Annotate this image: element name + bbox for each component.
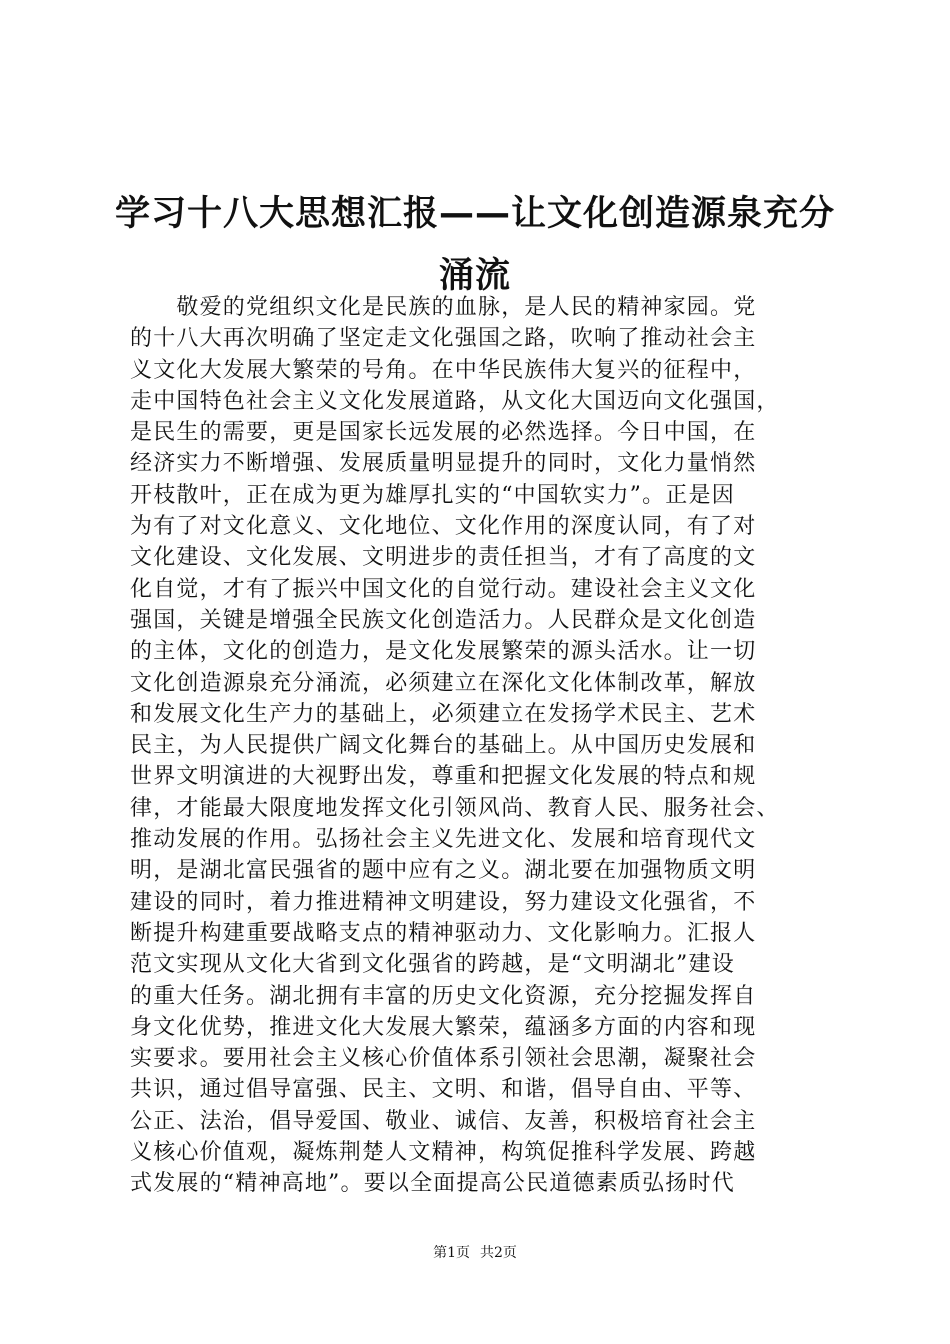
body-line: 是民生的需要，更是国家长远发展的必然选择。今日中国，在 (130, 420, 757, 446)
body-line: 共识，通过倡导富强、民主、文明、和谐，倡导自由、平等、 (130, 1077, 757, 1103)
body-line: 强国，关键是增强全民族文化创造活力。人民群众是文化创造 (130, 607, 757, 633)
body-line: 经济实力不断增强、发展质量明显提升的同时，文化力量悄然 (130, 451, 757, 477)
body-line: 律，才能最大限度地发挥文化引领风尚、教育人民、服务社会、 (130, 795, 780, 821)
body-line: 为有了对文化意义、文化地位、文化作用的深度认同，有了对 (130, 514, 757, 540)
body-line: 式发展的“精神高地”。要以全面提高公民道德素质弘扬时代 (130, 1171, 735, 1197)
body-line: 实要求。要用社会主义核心价值体系引领社会思潮，凝聚社会 (130, 1046, 757, 1072)
body-line: 民主，为人民提供广阔文化舞台的基础上。从中国历史发展和 (130, 733, 757, 759)
body-line: 和发展文化生产力的基础上，必须建立在发扬学术民主、艺术 (130, 701, 757, 727)
body-line: 建设的同时，着力推进精神文明建设，努力建设文化强省，不 (130, 889, 757, 915)
body-paragraph (130, 292, 835, 1200)
body-line: 文化建设、文化发展、文明进步的责任担当，才有了高度的文 (130, 545, 757, 571)
body-line: 身文化优势，推进文化大发展大繁荣，蕴涵多方面的内容和现 (130, 1014, 757, 1040)
body-line: 的主体，文化的创造力，是文化发展繁荣的源头活水。让一切 (130, 639, 757, 665)
body-line: 世界文明演进的大视野出发，尊重和把握文化发展的特点和规 (130, 764, 757, 790)
title-line-1: 学习十八大思想汇报——让文化创造源泉充分 (114, 194, 835, 234)
body-line: 断提升构建重要战略支点的精神驱动力、文化影响力。汇报人 (130, 920, 757, 946)
body-line: 敬爱的党组织文化是民族的血脉，是人民的精神家园。党 (130, 295, 757, 320)
body-line: 义核心价值观，凝炼荆楚人文精神，构筑促推科学发展、跨越 (130, 1140, 757, 1166)
document-title (110, 183, 840, 307)
body-line: 化自觉，才有了振兴中国文化的自觉行动。建设社会主义文化 (130, 576, 757, 602)
body-line: 的重大任务。湖北拥有丰富的历史文化资源，充分挖掘发挥自 (130, 983, 757, 1009)
body-line: 义文化大发展大繁荣的号角。在中华民族伟大复兴的征程中， (130, 357, 757, 383)
page-number-current: 第1页 (433, 1245, 470, 1261)
page-number-total: 共2页 (480, 1245, 517, 1261)
body-line: 范文实现从文化大省到文化强省的跨越，是“文明湖北”建设 (130, 952, 735, 978)
body-line: 公正、法治，倡导爱国、敬业、诚信、友善，积极培育社会主 (130, 1108, 757, 1134)
body-line: 明，是湖北富民强省的题中应有之义。湖北要在加强物质文明 (130, 858, 757, 884)
page-footer (0, 1243, 950, 1263)
body-line: 走中国特色社会主义文化发展道路，从文化大国迈向文化强国， (130, 388, 780, 414)
body-line: 开枝散叶，正在成为更为雄厚扎实的“中国软实力”。正是因 (130, 482, 735, 508)
body-line: 的十八大再次明确了坚定走文化强国之路，吹响了推动社会主 (130, 326, 757, 352)
title-line-2: 涌流 (438, 256, 511, 296)
body-line: 文化创造源泉充分涌流，必须建立在深化文化体制改革，解放 (130, 670, 757, 696)
body-line: 推动发展的作用。弘扬社会主义先进文化、发展和培育现代文 (130, 827, 757, 853)
